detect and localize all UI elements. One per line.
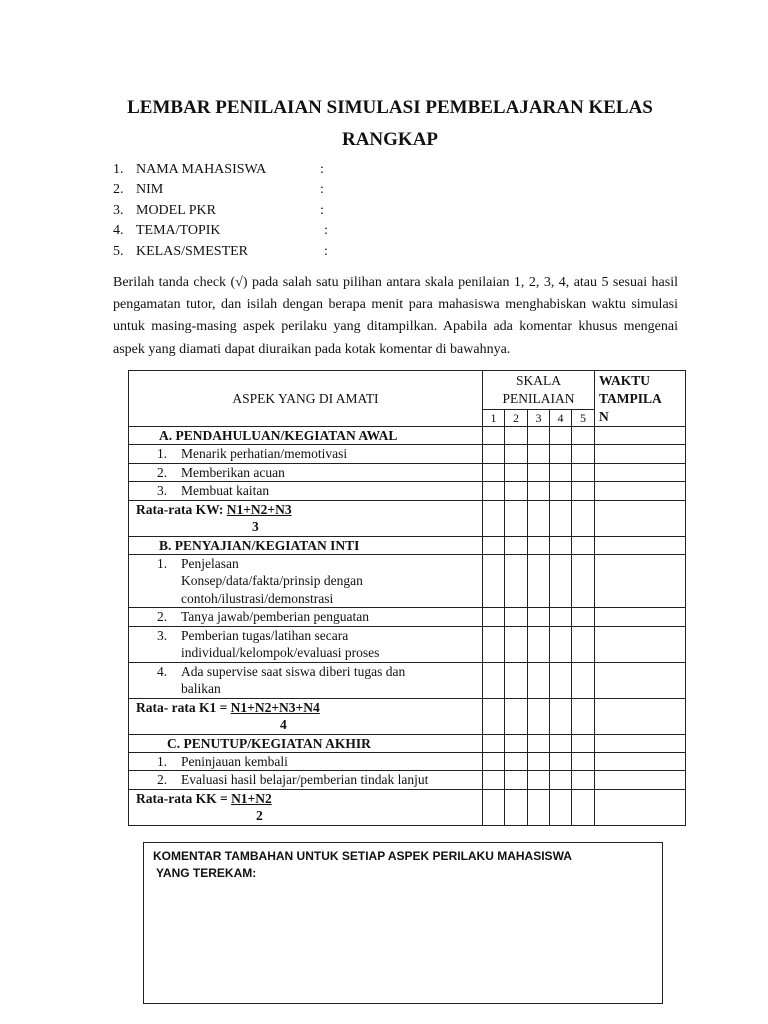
score-cell[interactable] — [505, 771, 528, 790]
scale-1: 1 — [483, 410, 505, 427]
info-colon: : — [320, 202, 324, 218]
time-cell[interactable] — [595, 500, 686, 536]
score-cell[interactable] — [528, 662, 550, 698]
scale-4: 4 — [550, 410, 572, 427]
info-number: 2. — [113, 182, 124, 198]
rata-formula: N1+N2+N3+N4 — [230, 699, 320, 715]
score-cell[interactable] — [550, 734, 572, 752]
score-cell[interactable] — [572, 662, 595, 698]
table-row — [129, 445, 686, 464]
item-text: Peninjauan kembali — [181, 753, 288, 769]
score-cell[interactable] — [483, 752, 505, 771]
title-line-1: LEMBAR PENILAIAN SIMULASI PEMBELAJARAN KELAS — [127, 97, 653, 118]
rata-kw — [129, 500, 483, 536]
score-cell[interactable] — [483, 608, 505, 627]
table-row — [129, 626, 686, 662]
info-colon: : — [324, 223, 328, 239]
aspect-item — [129, 482, 483, 501]
score-cell[interactable] — [528, 554, 550, 608]
score-cell[interactable] — [550, 789, 572, 825]
info-label: NAMA MAHASISWA — [136, 162, 267, 177]
rata-k1 — [129, 698, 483, 734]
score-cell[interactable] — [550, 500, 572, 536]
time-cell[interactable] — [595, 608, 686, 627]
score-cell[interactable] — [572, 536, 595, 554]
score-cell[interactable] — [505, 500, 528, 536]
item-text: Ada supervise saat siswa diberi tugas dan balikan — [181, 663, 406, 696]
score-cell[interactable] — [572, 698, 595, 734]
rata-formula: N1+N2+N3 — [226, 501, 292, 517]
aspect-item — [129, 463, 483, 482]
aspect-item — [129, 752, 483, 771]
score-cell[interactable] — [528, 608, 550, 627]
score-cell[interactable] — [505, 463, 528, 482]
score-cell[interactable] — [505, 445, 528, 464]
table-row — [129, 463, 686, 482]
item-number: 4. — [157, 663, 168, 679]
time-cell[interactable] — [595, 554, 686, 608]
assessment-table — [128, 370, 686, 826]
table-row — [129, 752, 686, 771]
time-cell[interactable] — [595, 626, 686, 662]
info-row-tema — [113, 221, 328, 241]
score-cell[interactable] — [483, 554, 505, 608]
comment-box-label-2: YANG TEREKAM: — [156, 866, 257, 880]
rata-row-kk — [129, 789, 686, 825]
score-cell[interactable] — [505, 752, 528, 771]
score-cell[interactable] — [528, 752, 550, 771]
info-row-nim — [113, 180, 324, 200]
time-cell[interactable] — [595, 463, 686, 482]
score-cell[interactable] — [483, 482, 505, 501]
score-cell[interactable] — [550, 608, 572, 627]
info-row-kelas — [113, 242, 328, 262]
score-cell[interactable] — [528, 463, 550, 482]
score-cell[interactable] — [550, 626, 572, 662]
score-cell[interactable] — [528, 427, 550, 445]
item-text: Pemberian tugas/latihan secara individual/kelompok/evaluasi proses — [181, 627, 380, 660]
rata-divisor: 4 — [280, 717, 287, 732]
section-a-header — [129, 427, 686, 445]
student-info-list — [113, 160, 328, 262]
score-cell[interactable] — [528, 445, 550, 464]
score-cell[interactable] — [550, 482, 572, 501]
score-cell[interactable] — [550, 536, 572, 554]
score-cell[interactable] — [528, 698, 550, 734]
rata-kk — [129, 789, 483, 825]
rata-row-kw — [129, 500, 686, 536]
comment-box[interactable] — [143, 842, 663, 1004]
score-cell[interactable] — [572, 608, 595, 627]
aspect-item — [129, 626, 483, 662]
score-cell[interactable] — [483, 662, 505, 698]
score-cell[interactable] — [483, 500, 505, 536]
time-cell[interactable] — [595, 734, 686, 752]
section-c-header — [129, 734, 686, 752]
item-number: 2. — [157, 772, 168, 787]
rata-divisor: 2 — [256, 808, 263, 823]
title-line-2: RANGKAP — [341, 129, 439, 150]
score-cell[interactable] — [528, 789, 550, 825]
score-cell[interactable] — [572, 427, 595, 445]
scale-2: 2 — [505, 410, 528, 427]
rata-row-k1 — [129, 698, 686, 734]
rata-label: Rata-rata KW: — [136, 501, 227, 517]
header-aspek: ASPEK YANG DI AMATI — [129, 371, 483, 427]
score-cell[interactable] — [505, 536, 528, 554]
item-number: 3. — [157, 483, 168, 498]
score-cell[interactable] — [572, 752, 595, 771]
score-cell[interactable] — [483, 698, 505, 734]
item-number: 2. — [157, 609, 168, 624]
score-cell[interactable] — [505, 698, 528, 734]
table-row — [129, 554, 686, 608]
item-text: Penjelasan Konsep/data/fakta/prinsip dengan contoh/ilustrasi/demonstrasi — [181, 555, 363, 606]
item-number: 1. — [157, 753, 168, 769]
info-number: 1. — [113, 162, 124, 177]
section-b-header — [129, 536, 686, 554]
score-cell[interactable] — [528, 482, 550, 501]
score-cell[interactable] — [528, 771, 550, 790]
item-number: 1. — [157, 555, 168, 571]
score-cell[interactable] — [505, 789, 528, 825]
item-text: Evaluasi hasil belajar/pemberian tindak lanjut — [181, 772, 429, 787]
time-cell[interactable] — [595, 445, 686, 464]
time-cell[interactable] — [595, 752, 686, 771]
rata-divisor: 3 — [252, 519, 259, 534]
info-colon: : — [320, 182, 324, 198]
section-title: A. PENDAHULUAN/KEGIATAN AWAL — [129, 427, 483, 445]
score-cell[interactable] — [483, 789, 505, 825]
info-row-nama — [113, 160, 324, 180]
section-title: B. PENYAJIAN/KEGIATAN INTI — [129, 536, 483, 554]
score-cell[interactable] — [505, 734, 528, 752]
item-number: 3. — [157, 627, 168, 643]
aspect-item — [129, 771, 483, 790]
aspect-item — [129, 662, 483, 698]
score-cell[interactable] — [505, 662, 528, 698]
time-cell[interactable] — [595, 789, 686, 825]
header-waktu-line1: WAKTU — [599, 373, 651, 388]
score-cell[interactable] — [572, 789, 595, 825]
table-header-row — [129, 371, 686, 410]
aspect-item — [129, 608, 483, 627]
score-cell[interactable] — [550, 445, 572, 464]
info-number: 4. — [113, 223, 124, 239]
time-cell[interactable] — [595, 427, 686, 445]
header-waktu-line2: TAMPILA — [599, 391, 662, 406]
info-label: TEMA/TOPIK — [136, 223, 221, 239]
header-skala-line2: PENILAIAN — [502, 391, 575, 406]
table-row — [129, 662, 686, 698]
score-cell[interactable] — [505, 482, 528, 501]
score-cell[interactable] — [572, 771, 595, 790]
score-cell[interactable] — [505, 626, 528, 662]
instructions-paragraph: Berilah tanda check (√) pada salah satu pilihan antara skala penilaian 1, 2, 3, 4, atau 5 sesuai hasil pengamatan tutor, dan isilah dengan berapa menit para mahasiswa menghabiskan waktu simulasi untuk masing-masing aspek perilaku yang ditampilkan. Apabila ada komentar khusus mengenai aspek yang diamati dapat diuraikan pada kotak komentar di bawahnya. — [113, 275, 678, 357]
score-cell[interactable] — [572, 482, 595, 501]
score-cell[interactable] — [572, 734, 595, 752]
comment-box-label-1: KOMENTAR TAMBAHAN UNTUK SETIAP ASPEK PERILAKU MAHASISWA — [153, 849, 572, 863]
time-cell[interactable] — [595, 536, 686, 554]
info-colon: : — [324, 243, 328, 259]
table-row — [129, 771, 686, 790]
item-text: Tanya jawab/pemberian penguatan — [181, 609, 369, 624]
score-cell[interactable] — [572, 500, 595, 536]
score-cell[interactable] — [550, 662, 572, 698]
aspect-item — [129, 445, 483, 464]
score-cell[interactable] — [505, 427, 528, 445]
item-text: Membuat kaitan — [181, 483, 270, 498]
score-cell[interactable] — [550, 698, 572, 734]
scale-3: 3 — [528, 410, 550, 427]
time-cell[interactable] — [595, 482, 686, 501]
score-cell[interactable] — [483, 734, 505, 752]
table-row — [129, 482, 686, 501]
table-row — [129, 608, 686, 627]
time-cell[interactable] — [595, 771, 686, 790]
score-cell[interactable] — [483, 626, 505, 662]
score-cell[interactable] — [528, 734, 550, 752]
rata-label: Rata-rata KK = — [136, 790, 232, 806]
info-colon: : — [320, 162, 324, 177]
score-cell[interactable] — [505, 554, 528, 608]
score-cell[interactable] — [550, 771, 572, 790]
time-cell[interactable] — [595, 662, 686, 698]
score-cell[interactable] — [572, 626, 595, 662]
score-cell[interactable] — [528, 500, 550, 536]
info-label: MODEL PKR — [136, 202, 216, 218]
info-row-model — [113, 201, 324, 221]
score-cell[interactable] — [550, 554, 572, 608]
score-cell[interactable] — [483, 463, 505, 482]
score-cell[interactable] — [505, 608, 528, 627]
item-text: Menarik perhatian/memotivasi — [181, 446, 348, 461]
header-skala — [483, 371, 595, 410]
info-label: NIM — [136, 182, 164, 198]
score-cell[interactable] — [572, 463, 595, 482]
score-cell[interactable] — [528, 536, 550, 554]
info-number: 3. — [113, 202, 124, 218]
page-title — [100, 92, 680, 156]
section-title: C. PENUTUP/KEGIATAN AKHIR — [129, 734, 483, 752]
score-cell[interactable] — [528, 626, 550, 662]
score-cell[interactable] — [483, 536, 505, 554]
score-cell[interactable] — [572, 554, 595, 608]
score-cell[interactable] — [550, 752, 572, 771]
time-cell[interactable] — [595, 698, 686, 734]
header-skala-line1: SKALA — [516, 373, 562, 388]
item-text: Memberikan acuan — [181, 464, 285, 480]
header-waktu — [595, 371, 686, 427]
aspect-item — [129, 554, 483, 608]
header-waktu-line3: N — [599, 409, 609, 424]
item-number: 2. — [157, 464, 168, 480]
score-cell[interactable] — [483, 771, 505, 790]
score-cell[interactable] — [572, 445, 595, 464]
info-label: KELAS/SMESTER — [136, 243, 249, 259]
rata-formula: N1+N2 — [231, 790, 272, 806]
rata-label: Rata- rata K1 = — [136, 699, 231, 715]
info-number: 5. — [113, 243, 124, 259]
score-cell[interactable] — [550, 427, 572, 445]
score-cell[interactable] — [483, 427, 505, 445]
score-cell[interactable] — [550, 463, 572, 482]
item-number: 1. — [157, 446, 168, 461]
scale-5: 5 — [572, 410, 595, 427]
score-cell[interactable] — [483, 445, 505, 464]
